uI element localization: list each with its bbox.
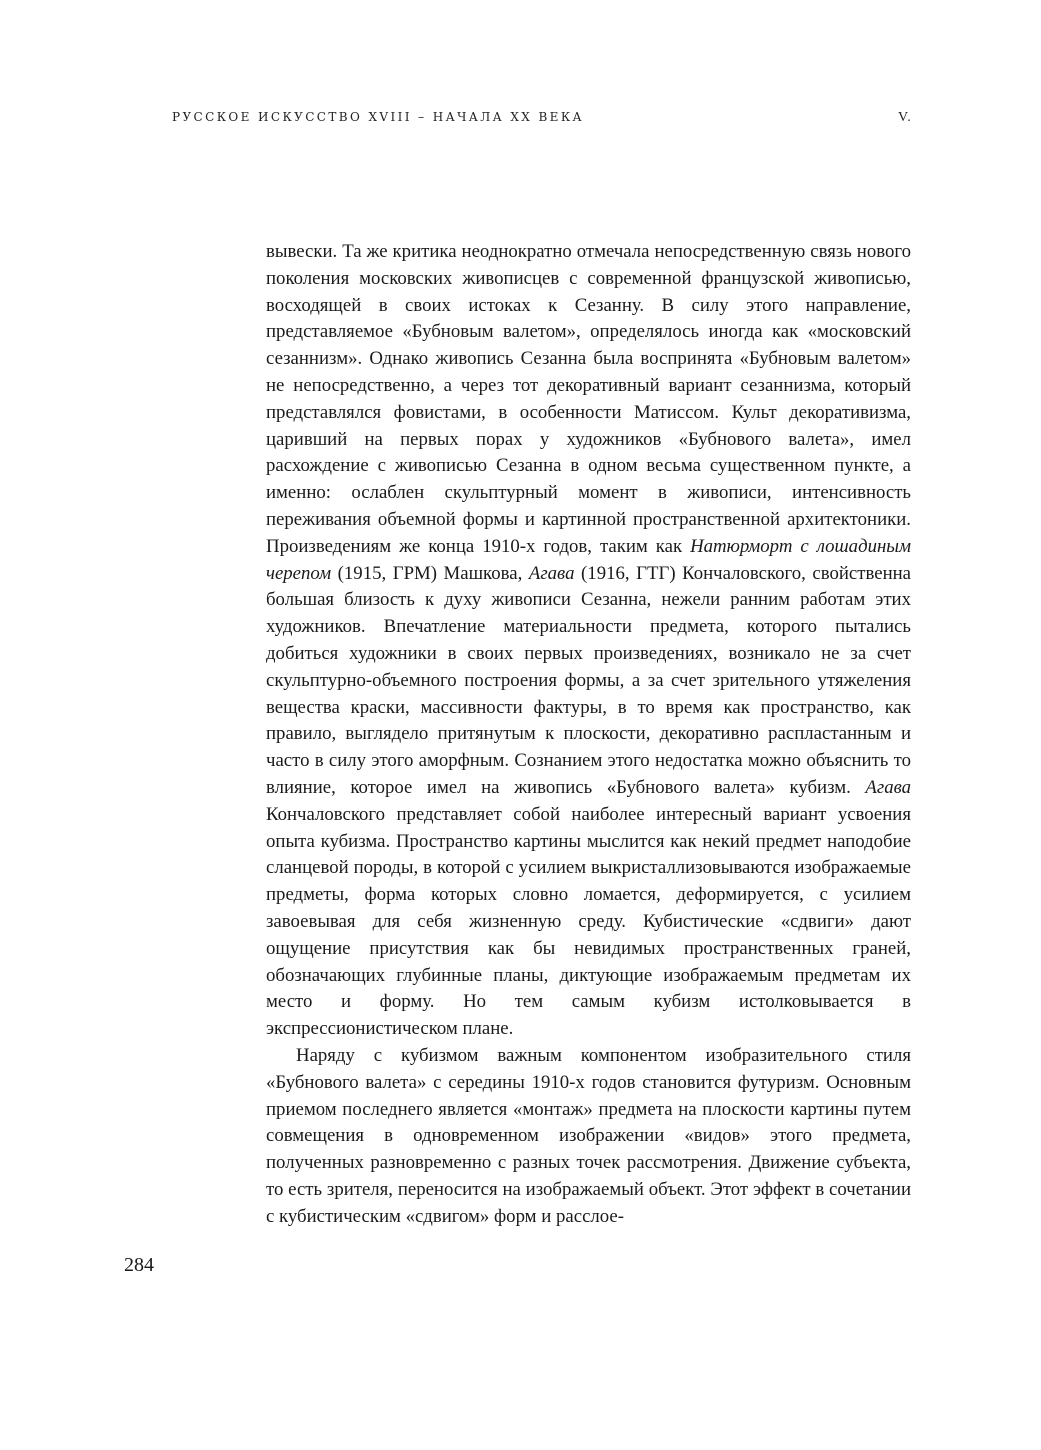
page-number: 284	[124, 1254, 154, 1276]
main-text	[266, 239, 911, 1230]
paragraph-2: Наряду с кубизмом важным компонентом изобразительного стиля «Бубнового валета» с середины 1910-х годов становится футуризм. Основным приемом последнего является «монтаж» предмета на плоскости картины путем совмещения в одновременном изображении «видов» этого предмета, полученных разновременно с разных точек рассмотрения. Движение субъекта, то есть зрителя, переносится на изображаемый объект. Этот эффект в сочетании с кубистическим «сдвигом» форм и расслое-	[266, 1044, 911, 1227]
running-head: РУССКОЕ ИСКУССТВО XVIII – НАЧАЛА XX ВЕКА	[172, 110, 584, 124]
artwork-title-still-life: Натюрморт с лошадиным черепом	[266, 535, 911, 584]
paragraph-1-text-2: (1915, ГРМ) Машкова,	[337, 562, 523, 584]
paragraph-1-text-3: (1916, ГТГ) Кончаловского, свойственна большая близость к духу живописи Сезанна, нежели ранним работам этих художников. Впечатление материальности предмета, которого пытались добиться художники в своих первых произведениях, возникало не за счет скульптурно-объемного построения формы, а за счет зрительного утяжеления вещества краски, массивности фактуры, в то время как пространство, как правило, выглядело притянутым к плоскости, декоративно распластанным и часто в силу этого аморфным. Сознанием этого недостатка можно объяснить то влияние, которое имел на живопись «Бубнового валета» кубизм.	[266, 562, 912, 798]
artwork-title-agave: Агава	[528, 562, 575, 584]
paragraph-1	[266, 239, 911, 1043]
artwork-title-agave-2: Агава	[865, 776, 911, 798]
paragraph-1-text-4: Кончаловского представляет собой наиболее интересный вариант усвоения опыта кубизма. Пространство картины мыслится как некий предмет наподобие сланцевой породы, в которой с усилием выкристаллизовываются изображаемые предметы, форма которых словно ломается, деформируется, с усилием завоевывая для себя жизненную среду. Кубистические «сдвиги» дают ощущение присутствия как бы невидимых пространственных граней, обозначающих глубинные планы, диктующие изображаемым предметам их место и форму. Но тем самым кубизм истолковывается в экспрессионистическом плане.	[266, 803, 911, 1040]
section-number: V.	[898, 110, 912, 125]
paragraph-1-text-1: вывески. Та же критика неоднократно отмечала непосредственную связь нового поколения московских живописцев с современной французской живописью, восходящей в своих истоках к Сезанну. В силу этого направление, представляемое «Бубновым валетом», определялось иногда как «московский сезаннизм». Однако живопись Сезанна была воспринята «Бубновым валетом» не непосредственно, а через тот декоративный вариант сезаннизма, который представлялся фовистами, в особенности Матиссом. Культ декоративизма, царивший на первых порах у художников «Бубнового валета», имел расхождение с живописью Сезанна в одном весьма существенном пункте, а именно: ослаблен скульптурный момент в живописи, интенсивность переживания объемной формы и картинной пространственной архитектоники. Произведениям же конца 1910-х годов, таким как	[266, 241, 911, 557]
